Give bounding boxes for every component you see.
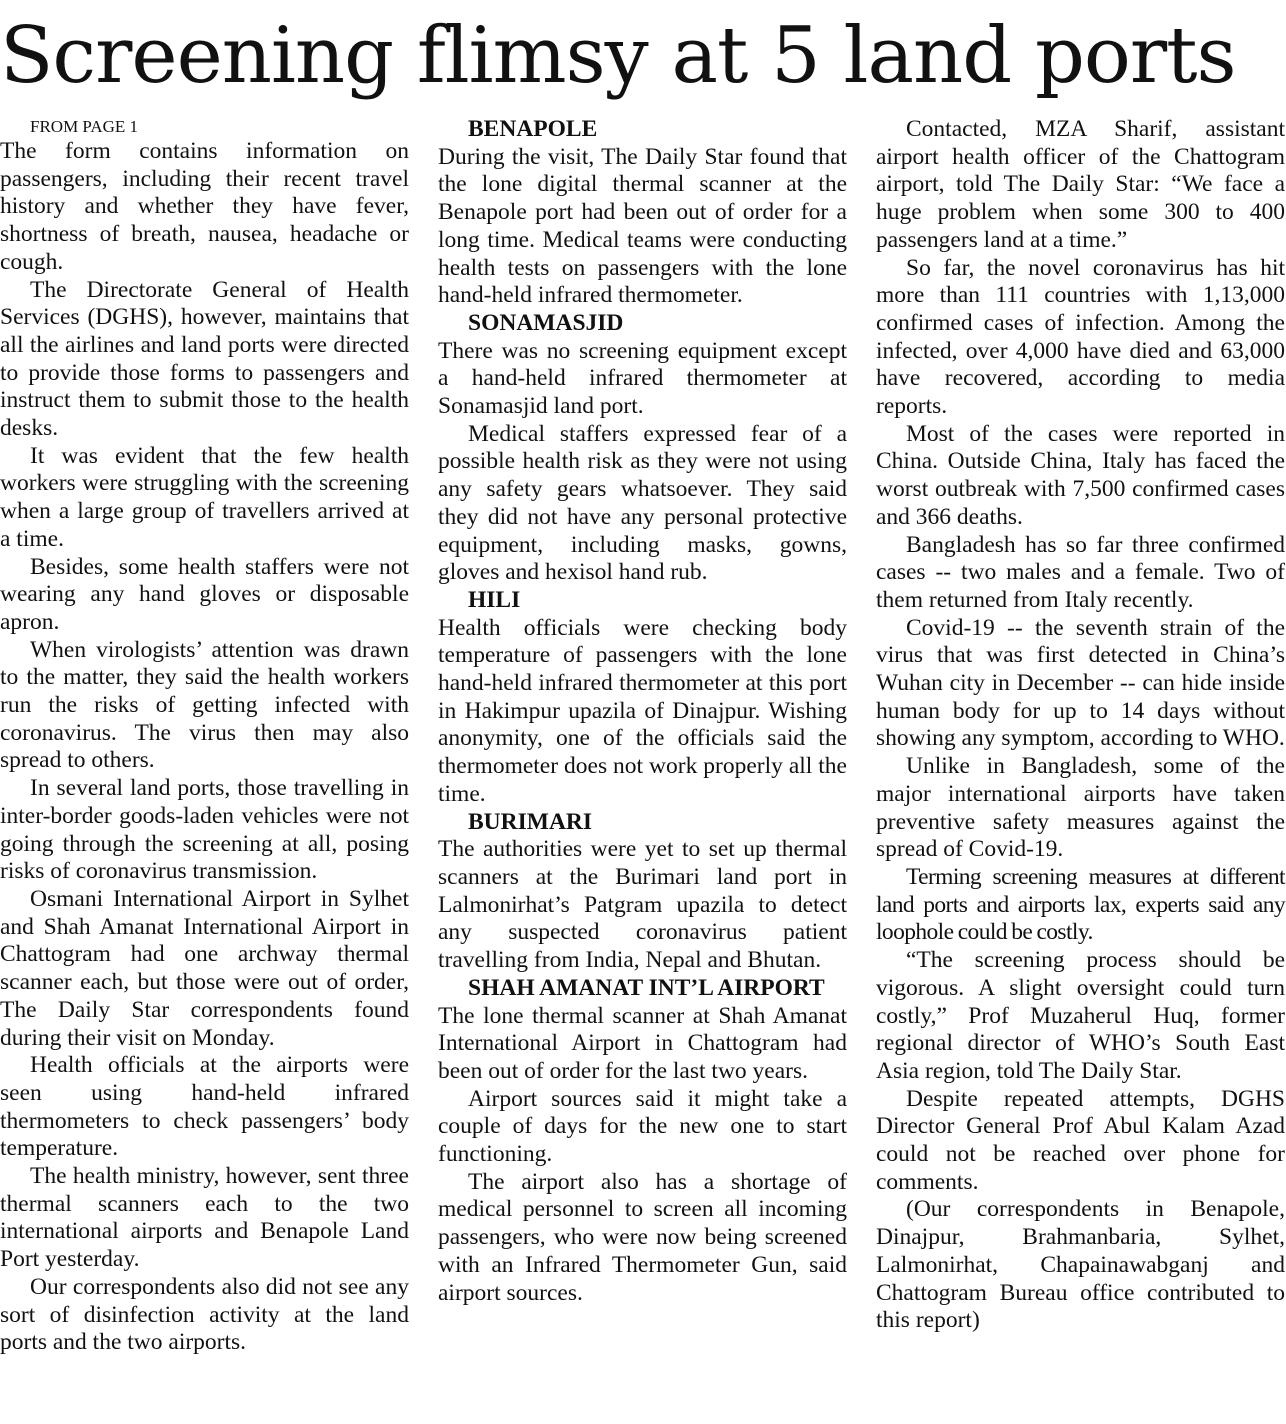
paragraph: There was no screening equipment except a hand-held infrared thermometer at Sonamasjid land port. [438,337,847,420]
paragraph: Airport sources said it might take a couple of days for the new one to start functioning. [438,1085,847,1168]
paragraph: Despite repeated attempts, DGHS Director General Prof Abul Kalam Azad could not be reached over phone for comments. [876,1085,1285,1195]
paragraph: So far, the novel coronavirus has hit more than 111 countries with 1,13,000 confirmed cases of infection. Among the infected, over 4,000 have died and 63,000 have recovered, according to media reports. [876,254,1285,420]
column-3 [876,116,1285,1335]
paragraph: Besides, some health staffers were not wearing any hand gloves or disposable apron. [0,553,409,635]
paragraph: When virologists’ attention was drawn to the matter, they said the health workers run the risks of getting infected with coronavirus. The virus then may also spread to others. [0,636,409,774]
paragraph: Covid-19 -- the seventh strain of the virus that was first detected in China’s Wuhan city in December -- can hide inside human body for up to 14 days without showing any symptom, according to WHO. [876,614,1285,752]
column-2 [438,116,847,1307]
paragraph: During the visit, The Daily Star found that the lone digital thermal scanner at the Benapole port had been out of order for a long time. Medical teams were conducting health tests on passengers with the lone hand-held infrared thermometer. [438,143,847,309]
paragraph: The airport also has a shortage of medical personnel to screen all incoming passengers, who were now being screened with an Infrared Thermometer Gun, said airport sources. [438,1168,847,1306]
paragraph: The lone thermal scanner at Shah Amanat International Airport in Chattogram had been out of order for the last two years. [438,1002,847,1084]
paragraph: In several land ports, those travelling in inter-border goods-laden vehicles were not going through the screening at all, posing risks of coronavirus transmission. [0,775,409,885]
paragraph: The health ministry, however, sent three thermal scanners each to the two international airports and Benapole Land Port yesterday. [0,1163,409,1273]
subhead-sonamasjid: SONAMASJID [468,309,624,336]
paragraph: Medical staffers expressed fear of a possible health risk as they were not using any safety gears whatsoever. They said they did not have any personal protective equipment, including masks, gowns, gloves and hexisol hand rub. [438,420,847,586]
paragraph: Osmani International Airport in Sylhet and Shah Amanat International Airport in Chattogram had one archway thermal scanner each, but those were out of order, The Daily Star correspondents found during their visit on Monday. [0,885,409,1051]
paragraph: It was evident that the few health workers were struggling with the screening when a large group of travellers arrived at a time. [0,442,409,552]
column-1 [0,116,409,1357]
paragraph: The form contains information on passengers, including their recent travel history and whether they have fever, shortness of breath, nausea, headache or cough. [0,138,409,275]
paragraph: Our correspondents also did not see any sort of disinfection activity at the land ports and the two airports. [0,1273,409,1356]
paragraph: “The screening process should be vigorous. A slight oversight could turn costly,” Prof Muzaherul Huq, former regional director of WHO’s South East Asia region, told The Daily Star. [876,947,1285,1084]
paragraph: Terming screening measures at different land ports and airports lax, experts said any loophole could be costly. [876,863,1285,946]
headline: Screening flimsy at 5 land ports [0,11,1236,101]
paragraph: Most of the cases were reported in China. Outside China, Italy has faced the worst outbreak with 7,500 confirmed cases and 366 deaths. [876,420,1285,530]
paragraph: Bangladesh has so far three confirmed cases -- two males and a female. Two of them returned from Italy recently. [876,531,1285,613]
paragraph: Unlike in Bangladesh, some of the major international airports have taken preventive safety measures against the spread of Covid-19. [876,753,1285,863]
paragraph: The authorities were yet to set up thermal scanners at the Burimari land port in Lalmonirhat’s Patgram upazila to detect any suspected coronavirus patient travelling from India, Nepal and Bhutan. [438,836,847,974]
paragraph: Contacted, MZA Sharif, assistant airport health officer of the Chattogram airport, told The Daily Star: “We face a huge problem when some 300 to 400 passengers land at a time.” [876,116,1285,253]
paragraph: The Directorate General of Health Services (DGHS), however, maintains that all the airlines and land ports were directed to provide those forms to passengers and instruct them to submit those to the health desks. [0,276,409,442]
subhead-shah-amanat: SHAH AMANAT INT’L AIRPORT [468,974,825,1001]
subhead-burimari: BURIMARI [468,808,593,835]
paragraph: Health officials at the airports were seen using hand-held infrared thermometers to check passengers’ body temperature. [0,1052,409,1162]
paragraph: (Our correspondents in Benapole, Dinajpur, Brahmanbaria, Sylhet, Lalmonirhat, Chapainawabganj and Chattogram Bureau office contributed to this report) [876,1196,1285,1334]
subhead-benapole: BENAPOLE [468,116,598,142]
paragraph: Health officials were checking body temperature of passengers with the lone hand-held infrared thermometer at this port in Hakimpur upazila of Dinajpur. Wishing anonymity, one of the officials said the thermometer does not work properly all the time. [438,614,847,807]
subhead-hili: HILI [468,586,521,613]
kicker: FROM PAGE 1 [30,117,139,136]
